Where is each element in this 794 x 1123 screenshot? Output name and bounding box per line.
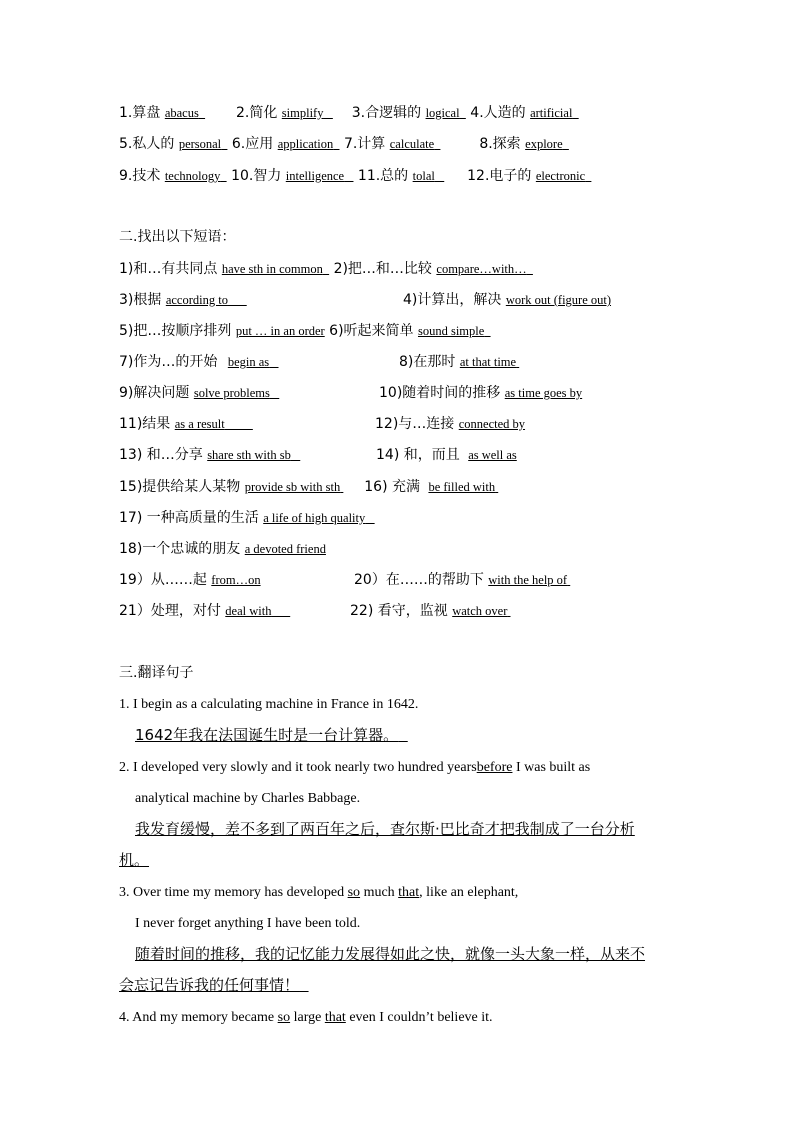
- phrase-row-7: 13) 和…分享 share sth with sb: [119, 447, 291, 463]
- sentence-2-english: 2. I developed very slowly and it took nearly two hundred yearsbefore I was built as: [119, 760, 591, 775]
- phrase-row-12-right: 22) 看守，监视 watch over: [350, 603, 508, 619]
- sentence-2-english-cont: analytical machine by Charles Babbage.: [135, 791, 361, 806]
- answer-artificial: artificial: [530, 106, 573, 120]
- answer-explore: explore: [525, 137, 563, 151]
- answer-application: application: [277, 137, 334, 151]
- answer-technology: technology: [164, 169, 221, 183]
- phrase-row-2: 3)根据 according to: [119, 292, 228, 308]
- fill-so: so: [347, 885, 361, 900]
- phrase-row-6: 11)结果 as a result: [119, 416, 225, 432]
- phrase-row-4: 7)作为…的开始 begin as: [119, 354, 270, 370]
- vocab-row-3: 9.技术 technology 10.智力 intelligence 11.总的 tolal 12.电子的 electronic: [119, 168, 586, 184]
- fill-that-2: that: [324, 1010, 346, 1025]
- sentence-2-translation: 我发育缓慢，差不多到了两百年之后，查尔斯·巴比奇才把我制成了一台分析: [135, 820, 635, 838]
- phrase-row-3: 5)把…按顺序排列 put … in an order 6)听起来简单 sound simple: [119, 323, 485, 339]
- sentence-3-translation: 随着时间的推移，我的记忆能力发展得如此之快，就像一头大象一样，从来不: [135, 945, 646, 963]
- sentence-3-english-cont: I never forget anything I have been told.: [135, 916, 361, 931]
- answer-electronic: electronic: [535, 169, 586, 183]
- sentence-3-english: 3. Over time my memory has developed so much that, like an elephant,: [119, 885, 519, 900]
- sentence-4-english: 4. And my memory became so large that even I couldn’t believe it.: [119, 1010, 493, 1025]
- phrase-row-12: 21）处理，对付 deal with: [119, 603, 272, 619]
- vocab-row-1: 1.算盘 abacus 2.简化 simplify 3.合逻辑的 logical 4.人造的 artificial: [119, 105, 573, 121]
- answer-simplify: simplify: [281, 106, 324, 120]
- phrase-row-6-right: 12)与…连接 connected by: [375, 416, 526, 432]
- phrase-row-4-right: 8)在那时 at that time: [399, 354, 517, 370]
- sentence-1-english: 1. I begin as a calculating machine in France in 1642.: [119, 697, 419, 712]
- phrase-row-9: 17) 一种高质量的生活 a life of high quality: [119, 510, 366, 526]
- answer-logical: logical: [425, 106, 460, 120]
- answer-personal: personal: [178, 137, 222, 151]
- answer-intelligence: intelligence: [285, 169, 345, 183]
- phrase-row-11: 19）从……起 from…on: [119, 572, 261, 588]
- answer-tolal: tolal: [412, 169, 435, 183]
- section-2-heading: 二.找出以下短语：: [119, 229, 236, 245]
- phrase-row-10: 18)一个忠诚的朋友 a devoted friend: [119, 541, 326, 557]
- sentence-1-translation: 1642年我在法国诞生时是一台计算器。: [135, 726, 399, 744]
- phrase-row-5-right: 10)随着时间的推移 as time goes by: [379, 385, 583, 401]
- fill-that: that: [398, 885, 420, 900]
- phrase-row-1: 1)和…有共同点 have sth in common 2)把…和…比较 compare…with…: [119, 261, 527, 277]
- vocab-row-2: 5.私人的 personal 6.应用 application 7.计算 calculate 8.探索 explore: [119, 136, 563, 152]
- section-3-heading: 三.翻译句子: [119, 665, 194, 681]
- answer-calculate: calculate: [389, 137, 435, 151]
- phrase-row-11-right: 20）在……的帮助下 with the help of: [354, 572, 568, 588]
- fill-so-2: so: [277, 1010, 291, 1025]
- phrase-row-2-right: 4)计算出，解决 work out (figure out): [403, 292, 612, 308]
- fill-before: before: [476, 760, 513, 775]
- phrase-row-7-right: 14) 和，而且 as well as: [376, 447, 517, 463]
- sentence-3-translation-cont: 会忘记告诉我的任何事情！: [119, 976, 300, 994]
- phrase-row-5: 9)解决问题 solve problems: [119, 385, 270, 401]
- answer-abacus: abacus: [164, 106, 199, 120]
- sentence-2-translation-cont: 机。: [119, 851, 150, 869]
- phrase-row-8: 15)提供给某人某物 provide sb with sth 16) 充满 be filled with: [119, 479, 496, 495]
